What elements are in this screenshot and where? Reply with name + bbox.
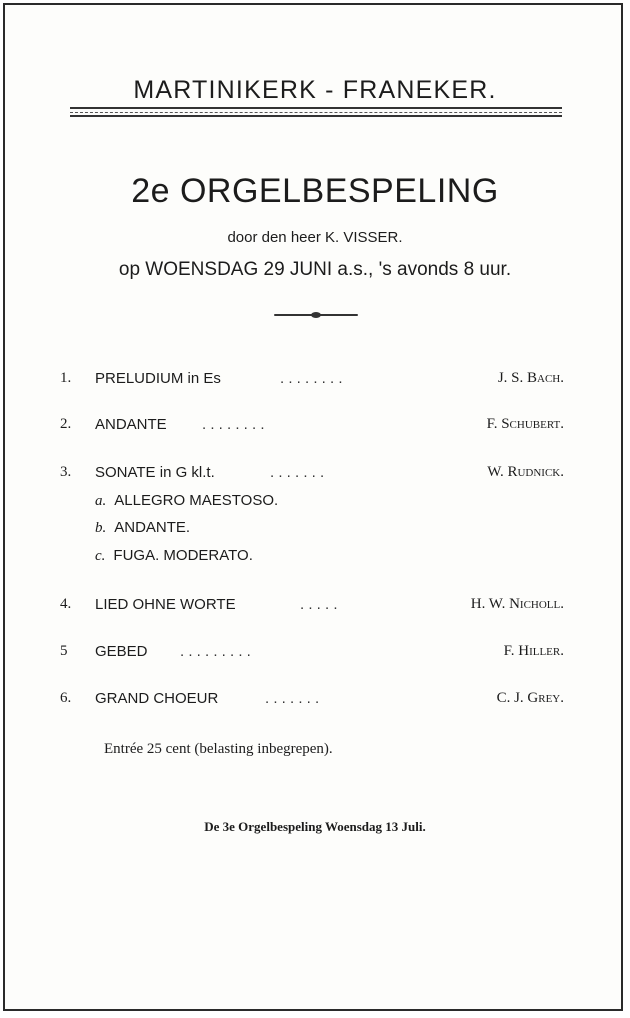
program-item-5 [60, 643, 564, 667]
movement-letter: c. [95, 548, 106, 564]
concert-title: 2e ORGELBESPELING [131, 172, 499, 210]
composer: J. S. Bach. [497, 370, 564, 386]
movement-b [95, 519, 190, 537]
program-item-2 [60, 416, 564, 440]
header-rule-middle [70, 112, 562, 113]
leader-dots: . . . . . . . [270, 464, 325, 481]
church-heading: MARTINIKERK - FRANEKER. [133, 76, 497, 104]
leader-dots: . . . . . . . . [202, 416, 265, 433]
composer: H. W. Nicholl. [470, 596, 564, 612]
movement-letter: a. [95, 493, 107, 509]
composer: C. J. Grey. [496, 690, 564, 706]
item-number: 2. [60, 416, 72, 432]
piece-title: PRELUDIUM in Es [95, 370, 221, 387]
next-concert-note: De 3e Orgelbespeling Woensdag 13 Juli. [204, 819, 426, 834]
composer: W. Rudnick. [487, 464, 564, 480]
program-item-3 [60, 464, 564, 488]
piece-title: GRAND CHOEUR [95, 690, 219, 707]
program-item-6 [60, 690, 564, 714]
movement-a [95, 492, 278, 510]
composer: F. Schubert. [486, 416, 564, 432]
piece-title: GEBED [95, 643, 148, 660]
piece-title: LIED OHNE WORTE [95, 596, 236, 613]
date-line: op WOENSDAG 29 JUNI a.s., 's avonds 8 uur. [118, 259, 512, 280]
movement-title: FUGA. MODERATO. [113, 547, 253, 564]
header-rule-bottom [70, 115, 562, 117]
leader-dots: . . . . . . . [265, 690, 320, 707]
ornament-divider [274, 312, 358, 318]
program-item-1 [60, 370, 564, 394]
performer-line: door den heer K. VISSER. [227, 229, 403, 246]
admission-note: Entrée 25 cent (belasting inbegrepen). [104, 741, 333, 757]
item-number: 5 [60, 643, 68, 659]
leader-dots: . . . . . . . . . [180, 643, 251, 660]
movement-letter: b. [95, 520, 107, 536]
leader-dots: . . . . . . . . [280, 370, 343, 387]
item-number: 1. [60, 370, 72, 386]
leader-dots: . . . . . [300, 596, 338, 613]
movement-title: ANDANTE. [114, 519, 191, 536]
item-number: 3. [60, 464, 72, 480]
item-number: 4. [60, 596, 72, 612]
piece-title: ANDANTE [95, 416, 167, 433]
movement-c [95, 547, 253, 565]
header-rule-top [70, 107, 562, 109]
composer: F. Hiller. [503, 643, 564, 659]
program-item-4 [60, 596, 564, 620]
item-number: 6. [60, 690, 72, 706]
movement-title: ALLEGRO MAESTOSO. [114, 492, 279, 509]
piece-title: SONATE in G kl.t. [95, 464, 215, 481]
